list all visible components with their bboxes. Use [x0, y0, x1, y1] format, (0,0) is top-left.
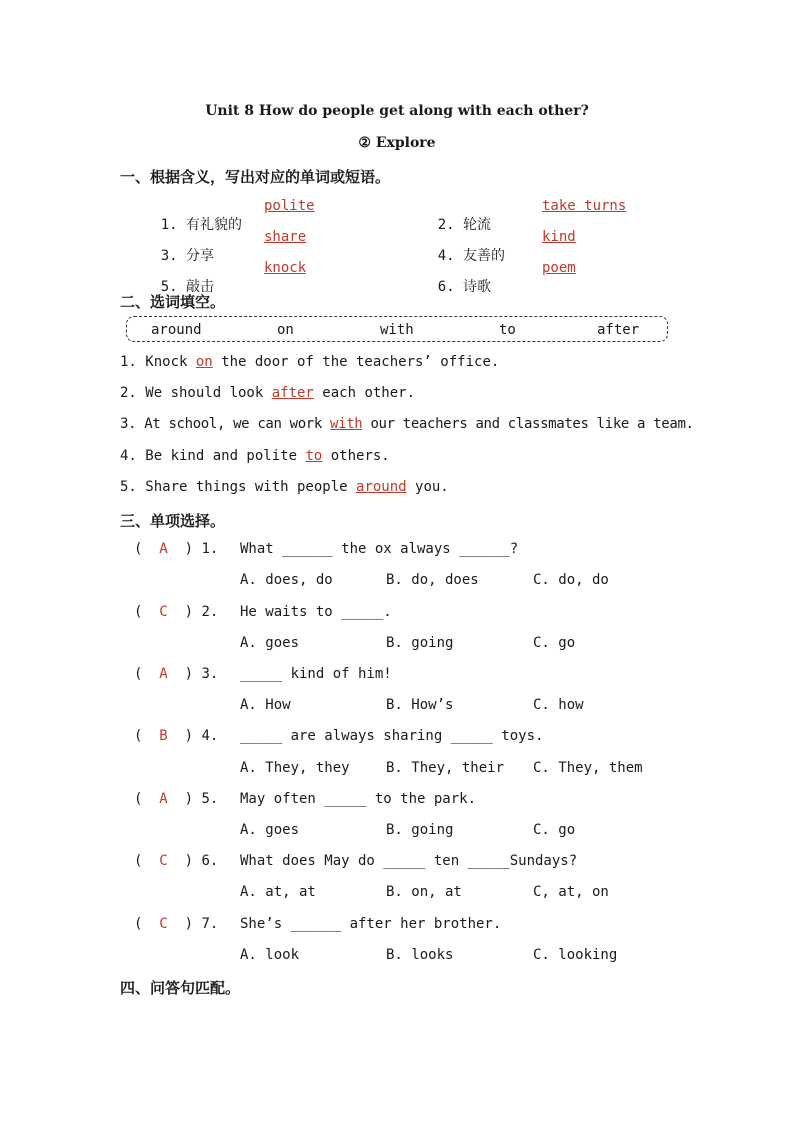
item-number: 2.: [437, 217, 455, 233]
list-item: [404, 260, 491, 312]
option-c: C. how: [533, 697, 584, 713]
word-bank-word: on: [277, 322, 294, 338]
item-answer: knock: [264, 260, 307, 276]
question-number: 5.: [201, 791, 219, 807]
answer-paren: ( A ) 5.: [134, 791, 219, 807]
option-a: A. They, they: [240, 760, 350, 776]
answer-paren: ( C ) 6.: [134, 853, 219, 869]
section4-heading: 四、问答句匹配。: [120, 979, 241, 997]
mc-answer: A: [159, 541, 168, 557]
option-b: B. They, their: [386, 760, 505, 776]
item-chinese: 轮流: [463, 217, 492, 233]
item-number: 1.: [160, 217, 178, 233]
question-number: 1.: [201, 541, 219, 557]
section2-heading: 二、选词填空。: [120, 293, 226, 311]
option-a: A. does, do: [240, 572, 333, 588]
option-b: B. on, at: [386, 884, 462, 900]
sentence-answer: around: [356, 479, 407, 495]
word-bank-word: to: [499, 322, 516, 338]
answer-paren: ( A ) 1.: [134, 541, 219, 557]
item-answer: share: [264, 229, 307, 245]
item-number: 5.: [160, 279, 178, 295]
sentence-answer: on: [195, 354, 213, 370]
option-c: C. do, do: [533, 572, 609, 588]
word-bank-word: around: [151, 322, 202, 338]
question-text: What ______ the ox always ______?: [240, 541, 519, 557]
section3-heading: 三、单项选择。: [120, 512, 226, 530]
section1-heading: 一、根据含义，写出对应的单词或短语。: [120, 168, 391, 186]
option-c: C. go: [533, 822, 576, 838]
sentence-answer: to: [305, 448, 323, 464]
item-answer: polite: [264, 198, 315, 214]
option-b: B. looks: [386, 947, 454, 963]
item-answer: take turns: [542, 198, 627, 214]
word-bank-word: after: [597, 322, 640, 338]
item-number: 6.: [437, 279, 455, 295]
question-number: 2.: [201, 604, 219, 620]
option-c: C, at, on: [533, 884, 609, 900]
sentence: 4. Be kind and polite to others.: [120, 448, 390, 464]
question-number: 3.: [201, 666, 219, 682]
answer-paren: ( A ) 3.: [134, 666, 219, 682]
word-bank: [126, 316, 668, 342]
mc-answer: B: [159, 728, 168, 744]
mc-answer: C: [159, 916, 168, 932]
answer-paren: ( C ) 7.: [134, 916, 219, 932]
option-b: B. do, does: [386, 572, 479, 588]
mc-answer: A: [159, 791, 168, 807]
item-number: 4.: [437, 248, 455, 264]
option-a: A. goes: [240, 822, 300, 838]
question-number: 4.: [201, 728, 219, 744]
option-a: A. goes: [240, 635, 300, 651]
question-text: He waits to _____.: [240, 604, 392, 620]
item-chinese: 有礼貌的: [186, 217, 243, 233]
item-number: 3.: [160, 248, 178, 264]
mc-answer: A: [159, 666, 168, 682]
question-number: 6.: [201, 853, 219, 869]
sentence-answer: with: [330, 416, 363, 432]
mc-answer: C: [159, 604, 168, 620]
option-b: B. going: [386, 822, 454, 838]
page-title: Unit 8 How do people get along with each other?: [205, 103, 589, 119]
item-answer: poem: [542, 260, 576, 276]
word-bank-word: with: [380, 322, 414, 338]
sentence: 3. At school, we can work with our teachers and classmates like a team.: [120, 416, 694, 432]
option-a: A. look: [240, 947, 300, 963]
question-number: 7.: [201, 916, 219, 932]
item-chinese: 分享: [186, 248, 215, 264]
option-a: A. at, at: [240, 884, 316, 900]
page-subtitle: ② Explore: [358, 135, 436, 151]
question-text: What does May do _____ ten _____Sundays?: [240, 853, 578, 869]
option-b: B. How’s: [386, 697, 454, 713]
answer-paren: ( C ) 2.: [134, 604, 219, 620]
option-b: B. going: [386, 635, 454, 651]
item-chinese: 敲击: [186, 279, 215, 295]
option-c: C. looking: [533, 947, 618, 963]
item-answer: kind: [542, 229, 576, 245]
option-c: C. They, them: [533, 760, 643, 776]
question-text: _____ are always sharing _____ toys.: [240, 728, 544, 744]
sentence: 5. Share things with people around you.: [120, 479, 449, 495]
option-a: A. How: [240, 697, 291, 713]
mc-answer: C: [159, 853, 168, 869]
sentence: 1. Knock on the door of the teachers’ office.: [120, 354, 500, 370]
sentence: 2. We should look after each other.: [120, 385, 416, 401]
item-chinese: 诗歌: [463, 279, 492, 295]
item-chinese: 友善的: [463, 248, 506, 264]
answer-paren: ( B ) 4.: [134, 728, 219, 744]
sentence-answer: after: [271, 385, 314, 401]
question-text: May often _____ to the park.: [240, 791, 477, 807]
option-c: C. go: [533, 635, 576, 651]
question-text: She’s ______ after her brother.: [240, 916, 502, 932]
question-text: _____ kind of him!: [240, 666, 392, 682]
